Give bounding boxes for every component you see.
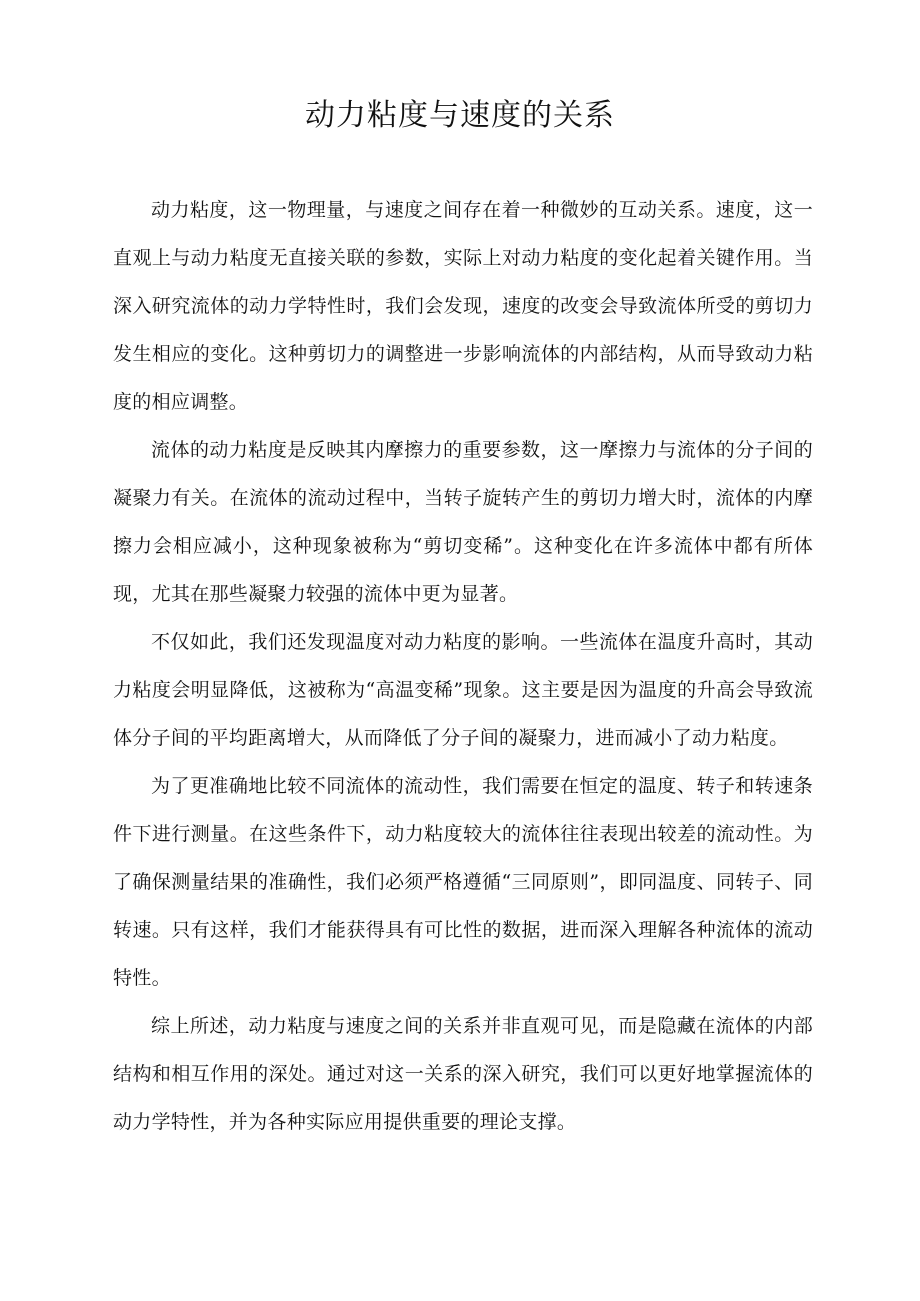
paragraph-3: 不仅如此，我们还发现温度对动力粘度的影响。一些流体在温度升高时，其动力粘度会明显降低，这被称为“高温变稀”现象。这主要是因为温度的升高会导致流体分子间的平均距离增大，从而降低了分子间的凝聚力，进而减小了动力粘度。 [113, 631, 813, 749]
document-body [113, 186, 813, 1146]
paragraph-4: 为了更准确地比较不同流体的流动性，我们需要在恒定的温度、转子和转速条件下进行测量。在这些条件下，动力粘度较大的流体往往表现出较差的流动性。为了确保测量结果的准确性，我们必须严格遵循“三同原则”，即同温度、同转子、同转速。只有这样，我们才能获得具有可比性的数据，进而深入理解各种流体的流动特性。 [113, 775, 813, 989]
paragraph-1: 动力粘度，这一物理量，与速度之间存在着一种微妙的互动关系。速度，这一直观上与动力粘度无直接关联的参数，实际上对动力粘度的变化起着关键作用。当深入研究流体的动力学特性时，我们会发现，速度的改变会导致流体所受的剪切力发生相应的变化。这种剪切力的调整进一步影响流体的内部结构，从而导致动力粘度的相应调整。 [113, 199, 813, 413]
document-title: 动力粘度与速度的关系 [305, 98, 615, 133]
paragraph-5: 综上所述，动力粘度与速度之间的关系并非直观可见，而是隐藏在流体的内部结构和相互作用的深处。通过对这一关系的深入研究，我们可以更好地掌握流体的动力学特性，并为各种实际应用提供重要的理论支撑。 [113, 1015, 813, 1133]
paragraph-2: 流体的动力粘度是反映其内摩擦力的重要参数，这一摩擦力与流体的分子间的凝聚力有关。在流体的流动过程中，当转子旋转产生的剪切力增大时，流体的内摩擦力会相应减小，这种现象被称为“剪切变稀”。这种变化在许多流体中都有所体现，尤其在那些凝聚力较强的流体中更为显著。 [113, 439, 813, 605]
